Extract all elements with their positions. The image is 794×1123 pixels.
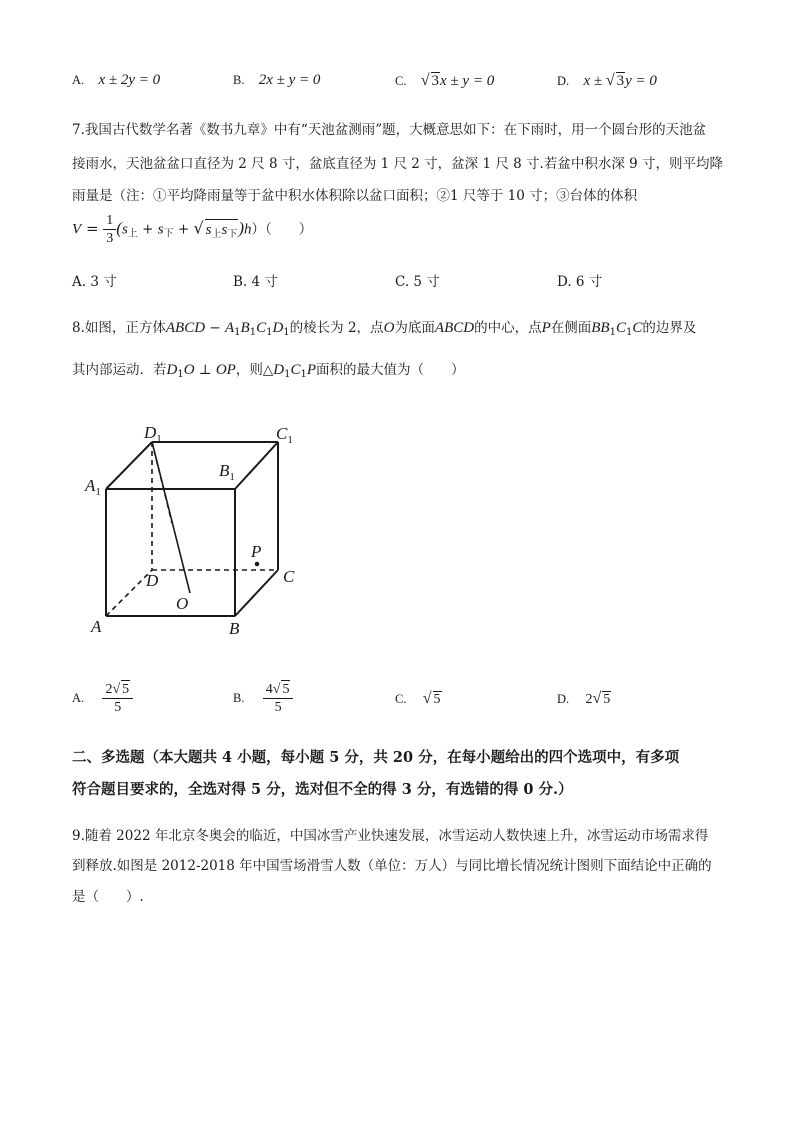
q7-option-c: C. 5 寸 xyxy=(395,274,440,290)
cube-figure xyxy=(80,418,310,643)
q7-option-a: A. 3 寸 xyxy=(72,274,117,290)
q8-line-2: 其内部运动．若$D_1O$ ⊥ OP，则$\triangle D_1C_1P$面积的最大值为（ ） xyxy=(72,362,465,380)
label-d1: $D_1$ xyxy=(144,423,162,445)
point-p xyxy=(255,562,260,567)
q7-line-1: 7.我国古代数学名著《数书九章》中有“天池盆测雨”题，大概意思如下：在下雨时，用一个圆台形的天池盆 xyxy=(72,122,707,138)
q8-option-d: D. 2√ 5 xyxy=(557,690,611,707)
section2-heading-line-2: 符合题目要求的，全选对得 5 分，选对但不全的得 3 分，有选错的得 0 分.） xyxy=(72,781,573,798)
q7-option-b: B. 4 寸 xyxy=(233,274,278,290)
label-b: B xyxy=(229,619,240,638)
q7-line-3: 雨量是（注：①平均降雨量等于盆中积水体积除以盆口面积；②1 尺等于 10 寸；③台体的体积 xyxy=(72,188,638,204)
q7-formula-tail: ）（ ） xyxy=(251,221,313,238)
q7-volume-formula: V = $\frac{1}{3}$ ($s_上 + s_下$ + √ $s_上s_下)h$）（ ） xyxy=(72,213,313,246)
label-p: P xyxy=(251,542,262,561)
q8-option-c: C. √ 5 xyxy=(395,690,441,707)
label-a1: $A_1$ xyxy=(85,476,101,498)
q8-option-a: A. $\frac{2√ 5}{5}$ xyxy=(72,680,133,717)
q8-option-b: B. $\frac{4√ 5}{5}$ xyxy=(233,680,293,717)
section2-heading-line-1: 二、多选题（本大题共 4 小题，每小题 5 分，共 20 分，在每小题给出的四个选项中，有多项 xyxy=(72,749,680,766)
edge-a1d1 xyxy=(106,442,152,489)
q6-option-b: B. 2x ± y = 0 xyxy=(233,72,321,88)
q9-line-1: 9.随着 2022 年北京冬奥会的临近，中国冰雪产业快速发展，冰雪运动人数快速上升，冰雪运动市场需求得 xyxy=(72,828,709,844)
edge-bc xyxy=(235,570,278,616)
label-b1: $B_1$ xyxy=(219,461,235,483)
label-c1: $C_1$ xyxy=(276,424,293,446)
q6-option-a: A. x ± 2y = 0 xyxy=(72,72,161,88)
label-o: O xyxy=(176,594,189,613)
label-c: C xyxy=(283,567,295,586)
q6-option-c: C. √ 3x ± y = 0 xyxy=(395,72,495,89)
edge-b1c1 xyxy=(235,442,278,489)
q7-option-d: D. 6 寸 xyxy=(557,274,603,290)
q9-line-2: 到释放.如图是 2012-2018 年中国雪场滑雪人数（单位：万人）与同比增长情况统计图则下面结论中正确的 xyxy=(72,858,712,874)
q6-option-d: D. x ± √ 3y = 0 xyxy=(557,72,657,89)
q7-line-2: 接雨水，天池盆盆口直径为 2 尺 8 寸，盆底直径为 1 尺 2 寸，盆深 1 尺 8 寸.若盆中积水深 9 寸，则平均降 xyxy=(72,156,723,172)
q9-line-3: 是（ ）. xyxy=(72,889,144,905)
q8-line-1: 8.如图，正方体ABCD − $A_1B_1C_1D_1$的棱长为 2，点O为底面ABCD的中心，点P在侧面$BB_1C_1C$的边界及 xyxy=(72,320,697,338)
label-a: A xyxy=(91,617,102,636)
label-d: D xyxy=(146,571,159,590)
